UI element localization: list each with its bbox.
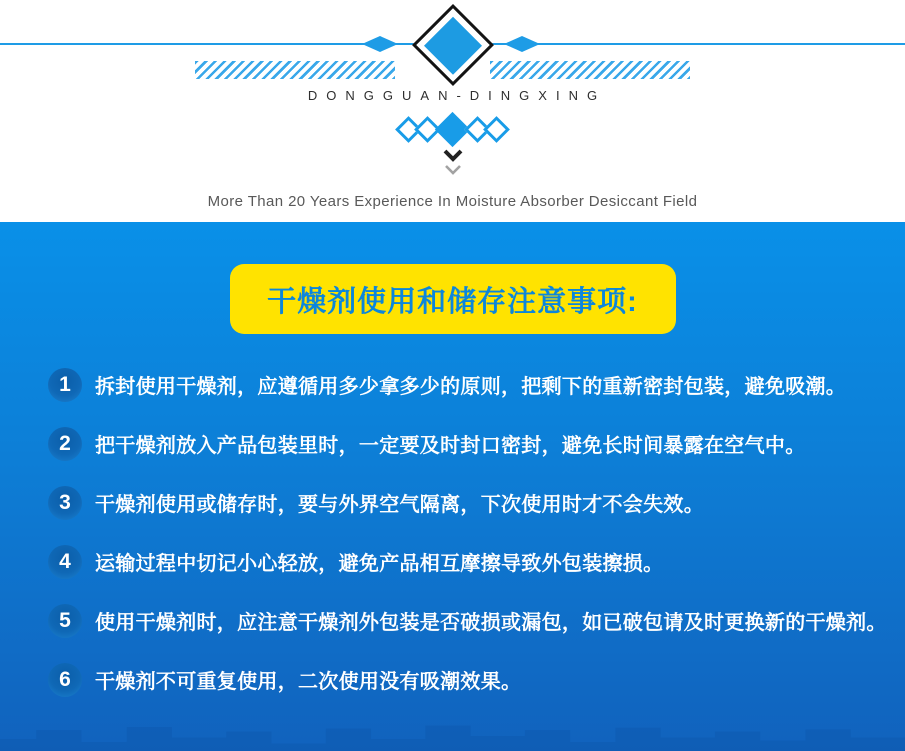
- item-text: 干燥剂不可重复使用，二次使用没有吸潮效果。: [95, 671, 522, 693]
- list-item: [48, 414, 905, 473]
- item-text: 干燥剂使用或储存时，要与外界空气隔离，下次使用时才不会失效。: [95, 494, 704, 516]
- small-diamond-left-icon: [362, 36, 398, 52]
- list-item: [48, 591, 905, 650]
- list-item: [48, 355, 905, 414]
- item-number-badge: 5: [48, 604, 82, 638]
- usage-notice-section: [0, 222, 905, 751]
- diamond-ornament-row: [0, 112, 905, 146]
- skyline-watermark-decoration: [0, 721, 905, 751]
- hatch-stripes-right-icon: [490, 61, 690, 79]
- brand-name: DONGGUAN-DINGXING: [307, 88, 607, 103]
- notice-title: 干燥剂使用和储存注意事项:: [267, 285, 638, 318]
- list-item: [48, 650, 905, 709]
- item-number-badge: 3: [48, 486, 82, 520]
- ornament-diamond-outline-icon: [483, 116, 510, 143]
- item-number-badge: 2: [48, 427, 82, 461]
- item-text: 把干燥剂放入产品包装里时，一定要及时封口密封，避免长时间暴露在空气中。: [95, 435, 806, 457]
- chevron-ornament: [0, 149, 905, 175]
- item-number-badge: 1: [48, 368, 82, 402]
- item-text: 运输过程中切记小心轻放，避免产品相互摩擦导致外包装擦损。: [95, 553, 664, 575]
- notice-list: [0, 355, 905, 709]
- chevron-down-light-icon: [443, 164, 463, 175]
- experience-tagline: More Than 20 Years Experience In Moisture Absorber Desiccant Field: [207, 193, 698, 210]
- item-number-badge: 6: [48, 663, 82, 697]
- notice-title-box: [230, 264, 676, 334]
- brand-header: [0, 0, 905, 222]
- chevron-down-dark-icon: [441, 149, 465, 162]
- brand-diamond-logo-fill: [424, 16, 482, 74]
- item-text: 拆封使用干燥剂，应遵循用多少拿多少的原则，把剩下的重新密封包装，避免吸潮。: [95, 376, 847, 398]
- small-diamond-right-icon: [504, 36, 540, 52]
- item-number-badge: 4: [48, 545, 82, 579]
- brand-diamond-logo-icon: [412, 4, 494, 86]
- hatch-stripes-left-icon: [195, 61, 395, 79]
- item-text: 使用干燥剂时，应注意干燥剂外包装是否破损或漏包，如已破包请及时更换新的干燥剂。: [95, 612, 887, 634]
- list-item: [48, 532, 905, 591]
- list-item: [48, 473, 905, 532]
